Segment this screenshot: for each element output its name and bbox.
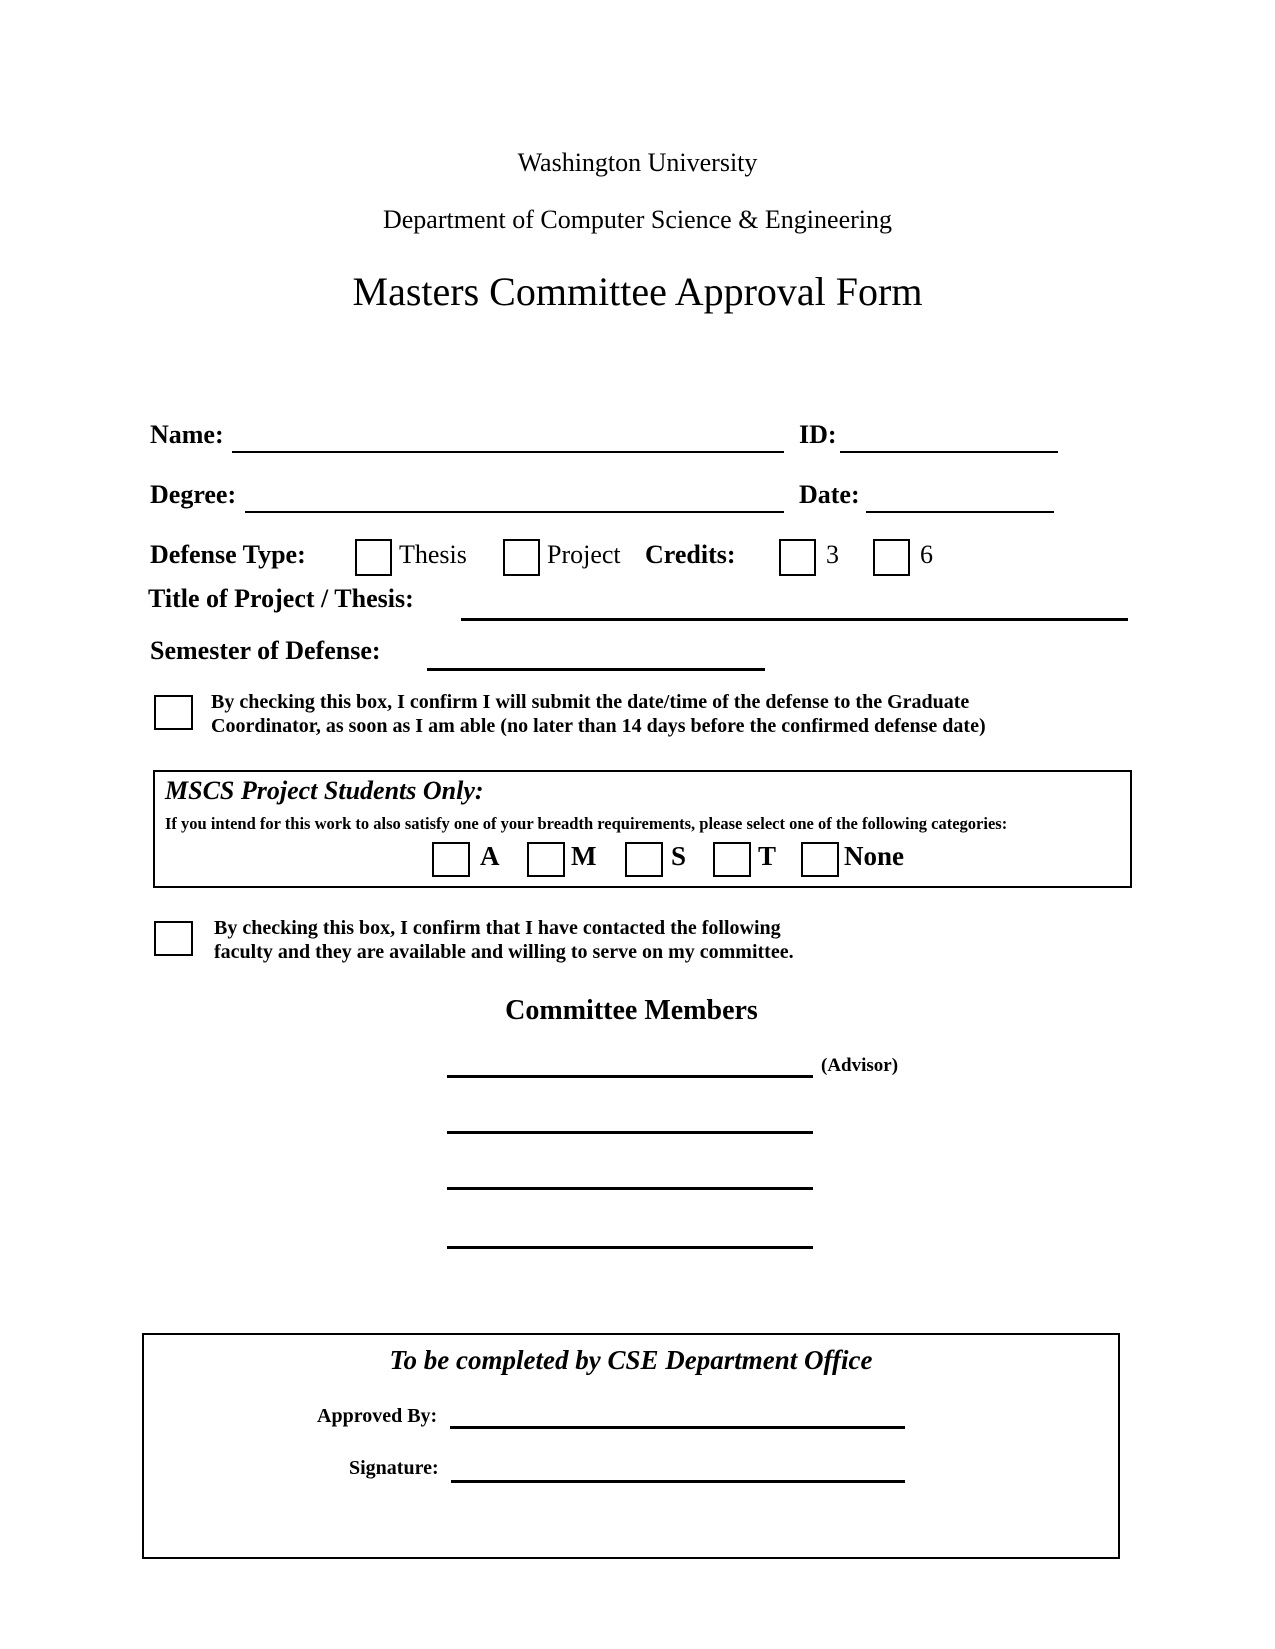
credit-6-checkbox[interactable]: [873, 539, 910, 576]
approved-by-label: Approved By:: [317, 1405, 438, 1427]
category-t-label: T: [758, 841, 777, 871]
confirm-faculty-text-line2: faculty and they are available and willing to serve on my committee.: [214, 941, 794, 963]
id-field[interactable]: [840, 451, 1058, 453]
category-m-checkbox[interactable]: [527, 842, 565, 877]
credit-6-label: 6: [920, 540, 933, 569]
thesis-checkbox[interactable]: [355, 539, 392, 576]
name-field[interactable]: [232, 451, 784, 453]
committee-member-4-field[interactable]: [447, 1246, 813, 1249]
credit-3-label: 3: [826, 540, 839, 569]
date-field[interactable]: [866, 511, 1054, 513]
confirm-faculty-checkbox[interactable]: [154, 921, 193, 956]
defense-type-label: Defense Type:: [150, 540, 306, 569]
category-s-checkbox[interactable]: [625, 842, 663, 877]
category-t-checkbox[interactable]: [713, 842, 751, 877]
advisor-label: (Advisor): [821, 1055, 899, 1076]
mscs-heading: MSCS Project Students Only:: [165, 776, 484, 805]
committee-heading: Committee Members: [505, 995, 758, 1026]
category-s-label: S: [671, 841, 687, 871]
confirm-date-checkbox[interactable]: [154, 695, 193, 730]
semester-field[interactable]: [427, 668, 765, 671]
confirm-date-text-line1: By checking this box, I confirm I will submit the date/time of the defense to the Graduate: [211, 691, 970, 713]
committee-advisor-field[interactable]: [447, 1075, 813, 1078]
project-checkbox[interactable]: [503, 539, 540, 576]
category-a-label: A: [480, 841, 500, 871]
title-field[interactable]: [461, 618, 1128, 621]
confirm-faculty-text-line1: By checking this box, I confirm that I have contacted the following: [214, 917, 781, 939]
degree-field[interactable]: [245, 511, 784, 513]
date-label: Date:: [799, 480, 860, 509]
category-none-checkbox[interactable]: [801, 842, 839, 877]
category-m-label: M: [571, 841, 597, 871]
id-label: ID:: [799, 420, 837, 449]
thesis-option-label: Thesis: [399, 540, 467, 569]
form-title: Masters Committee Approval Form: [352, 269, 923, 314]
title-label: Title of Project / Thesis:: [148, 584, 414, 613]
credits-label: Credits:: [645, 540, 736, 569]
department-name: Department of Computer Science & Engineering: [382, 205, 892, 234]
confirm-date-text-line2: Coordinator, as soon as I am able (no later than 14 days before the confirmed defense date): [211, 715, 986, 737]
name-label: Name:: [150, 420, 224, 449]
category-a-checkbox[interactable]: [432, 842, 470, 877]
office-heading: To be completed by CSE Department Office: [389, 1345, 873, 1375]
committee-member-2-field[interactable]: [447, 1131, 813, 1134]
mscs-section: [153, 770, 1132, 888]
signature-label: Signature:: [349, 1457, 439, 1479]
category-none-label: None: [844, 841, 904, 871]
signature-field[interactable]: [451, 1480, 905, 1483]
mscs-instructions: If you intend for this work to also satisfy one of your breadth requirements, please select one of the following categories:: [165, 814, 1008, 833]
committee-member-3-field[interactable]: [447, 1187, 813, 1190]
university-name: Washington University: [517, 148, 758, 177]
project-option-label: Project: [547, 540, 621, 569]
office-section: [142, 1333, 1120, 1559]
approved-by-field[interactable]: [450, 1426, 905, 1429]
credit-3-checkbox[interactable]: [779, 539, 816, 576]
degree-label: Degree:: [150, 480, 237, 509]
semester-label: Semester of Defense:: [150, 636, 381, 665]
